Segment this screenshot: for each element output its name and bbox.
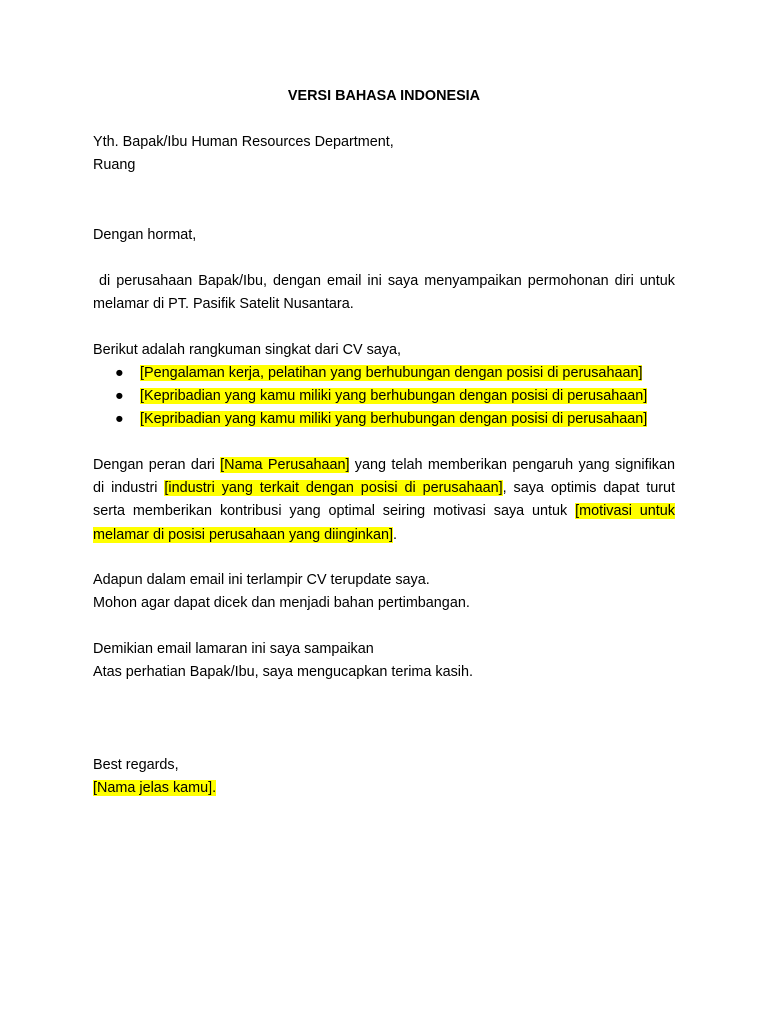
- attachment-line: Mohon agar dapat dicek dan menjadi bahan pertimbangan.: [93, 595, 470, 612]
- highlighted-placeholder: [Pengalaman kerja, pelatihan yang berhubungan dengan posisi di perusahaan]: [140, 365, 643, 381]
- cv-summary-list: [93, 362, 675, 432]
- signoff: Best regards,: [93, 757, 179, 773]
- greeting: Dengan hormat,: [93, 227, 197, 243]
- summary-intro-block: [93, 339, 675, 362]
- closing-line: Demikian email lamaran ini saya sampaikan: [93, 641, 374, 657]
- highlighted-placeholder: [motivasi untuk melamar di posisi perusahaan yang diinginkan]: [93, 503, 675, 543]
- bullet-icon: ●: [115, 365, 124, 381]
- intro-line: melamar di PT. Pasifik Satelit Nusantara.: [93, 296, 354, 313]
- closing-paragraph: [93, 638, 675, 684]
- recipient-block: [93, 131, 675, 177]
- attachment-line: Adapun dalam email ini terlampir CV terupdate saya.: [93, 572, 430, 588]
- list-item: [93, 385, 675, 408]
- closing-line: Atas perhatian Bapak/Ibu, saya mengucapkan terima kasih.: [93, 664, 473, 681]
- company-paragraph: [93, 454, 675, 547]
- paragraph-text: Dengan peran dari: [93, 457, 221, 473]
- highlighted-placeholder: [industri yang terkait dengan posisi di perusahaan]: [164, 480, 503, 497]
- recipient-line: Yth. Bapak/Ibu Human Resources Department,: [93, 134, 394, 150]
- list-item: [93, 408, 675, 431]
- recipient-room: Ruang: [93, 157, 136, 174]
- greeting-block: [93, 224, 675, 247]
- document-title: VERSI BAHASA INDONESIA: [287, 88, 481, 104]
- list-item: [93, 362, 675, 385]
- intro-paragraph: [93, 270, 675, 316]
- signature-block: [93, 754, 675, 800]
- summary-intro: Berikut adalah rangkuman singkat dari CV saya,: [93, 342, 401, 358]
- attachment-paragraph: [93, 569, 675, 615]
- bullet-icon: ●: [115, 388, 124, 405]
- intro-line: di perusahaan Bapak/Ibu, dengan email ini saya menyampaikan permohonan diri untuk: [93, 273, 675, 289]
- highlighted-placeholder: [Kepribadian yang kamu miliki yang berhubungan dengan posisi di perusahaan]: [140, 388, 648, 405]
- paragraph-text: , saya optimis dapat turut serta memberikan kontribusi yang optimal seiring motivasi saya untuk: [93, 480, 676, 520]
- name-placeholder: [Nama jelas kamu].: [93, 780, 217, 797]
- highlighted-placeholder: [Kepribadian yang kamu miliki yang berhubungan dengan posisi di perusahaan]: [140, 411, 648, 428]
- paragraph-text: .: [392, 526, 397, 543]
- paragraph-text: yang telah memberikan pengaruh yang signifikan di industri: [93, 457, 675, 497]
- bullet-icon: ●: [115, 411, 124, 428]
- highlighted-placeholder: [Nama Perusahaan]: [220, 457, 350, 473]
